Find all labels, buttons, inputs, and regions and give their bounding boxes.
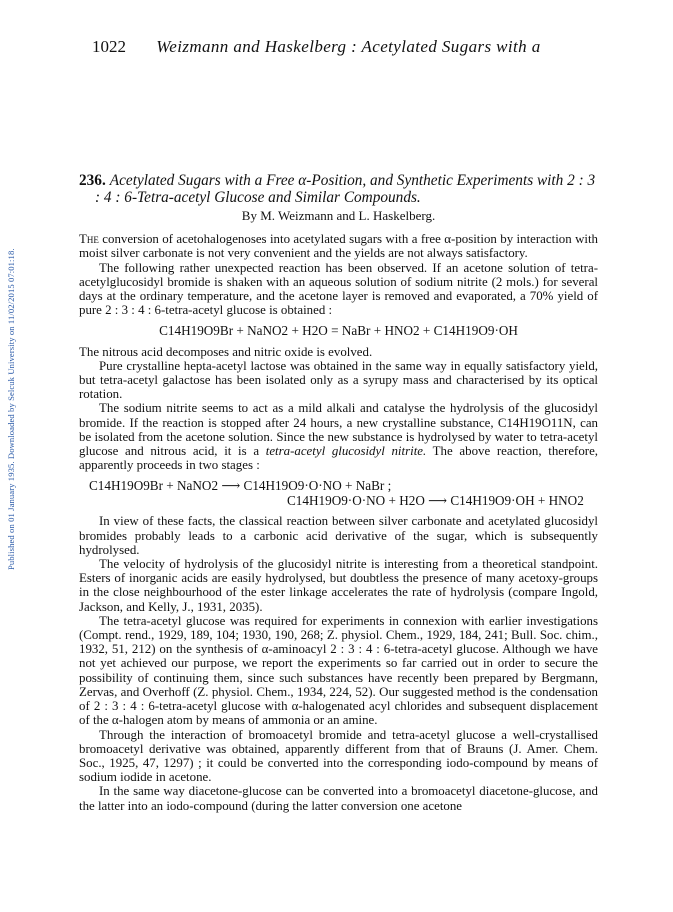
byline: By M. Weizmann and L. Haskelberg. [241,208,436,223]
page-number: 1022 [92,37,126,56]
equation-1: C14H19O9Br + NaNO2 + H2O = NaBr + HNO2 + C14H19O9·OH [159,323,518,339]
paragraph-5-text-a: The sodium nitrite seems to act as a mild alkali and catalyse the hydrolysis of the glucosidyl bromide. If the reaction is stopped after 24 hours, a new crystalline substance, C14H19O11N, can be isolated from the acetone solution. Since the new substance is hydrolysed by water to tetra-acetyl glucose and nitrous acid, it is a [79,401,598,459]
equation-2 [79,478,598,508]
paragraph-1 [79,232,598,260]
running-header [92,37,612,57]
download-watermark: Published on 01 January 1935. Downloaded by Selcuk University on 11/02/2015 07:01:18. [6,248,16,570]
paragraph-5-text-b: The above reaction, therefore, apparently proceeds in two stages : [79,444,599,473]
paragraph-3: The nitrous acid decomposes and nitric oxide is evolved. [79,344,373,359]
paragraph-1-lead: The [79,232,99,247]
paragraph-2: The following rather unexpected reaction has been observed. If an acetone solution of tetra-acetylglucosidyl bromide is shaken with an aqueous solution of sodium nitrite (2 mols.) for several days at the ordinary temperature, and the acetone layer is removed and evaporated, a 70% yield of pure 2 : 3 : 4 : 6-tetra-acetyl glucose is obtained : [79,260,598,318]
running-title: Weizmann and Haskelberg : Acetylated Sugars with a [156,37,541,56]
equation-2-line-2: C14H19O9·O·NO + H2O ⟶ C14H19O9·OH + HNO2 [287,493,584,509]
paragraph-10: In the same way diacetone-glucose can be converted into a bromoacetyl diacetone-glucose, and the latter into an iodo-compound (during the latter conversion one acetone [79,784,598,813]
paragraph-8: The tetra-acetyl glucose was required for experiments in connexion with earlier investigations (Compt. rend., 1929, 189, 104; 1930, 190, 268; Z. physiol. Chem., 1929, 184, 241; Bull. Soc. chim., 1932, 51, 212) on the synthesis of α-aminoacyl 2 : 3 : 4 : 6-tetra-acetyl glucose. Although we have not yet achieved our purpose, we report the experiments so far carried out in order to secure the possibility of continuing them, since such substances have recently been prepared by Bergmann, Zervas, and Overhoff (Z. physiol. Chem., 1934, 224, 52). Our suggested method is the condensation of 2 : 3 : 4 : 6-tetra-acetyl glucose with α-halogenated acyl chlorides and subsequent displacement of the α-halogen atom by means of ammonia or an amine. [79,613,598,728]
paragraph-5-emphasis: tetra-acetyl glucosidyl nitrite. [265,444,427,459]
equation-2-line-1: C14H19O9Br + NaNO2 ⟶ C14H19O9·O·NO + NaBr ; [89,478,392,494]
paragraph-7: The velocity of hydrolysis of the glucosidyl nitrite is interesting from a theoretical standpoint. Esters of inorganic acids are easily hydrolysed, but doubtless the presence of many acetoxy-groups in the close neighbourhood of the ester linkage accelerates the rate of hydrolysis (compare Ingold, Jackson, and Kelly, J., 1931, 2035). [79,557,598,614]
paragraph-1-text: conversion of acetohalogenoses into acetylated sugars with a free α-position by interaction with moist silver carbonate is not very convenient and the yields are not always satisfactory. [79,232,598,261]
article-title-block [79,172,598,206]
article-number: 236. [79,172,106,189]
article-title: Acetylated Sugars with a Free α-Position, and Synthetic Experiments with 2 : 3 : 4 : 6-Tetra-acetyl Glucose and Similar Compounds. [95,172,596,206]
paragraph-6: In view of these facts, the classical reaction between silver carbonate and acetylated glucosidyl bromides probably leads to a carbonic acid derivative of the sugar, which is subsequently hydrolysed. [79,514,598,557]
paragraph-5 [79,401,598,472]
article-body [79,172,598,813]
paragraph-4: Pure crystalline hepta-acetyl lactose was obtained in the same way in equally satisfactory yield, but tetra-acetyl galactose has been isolated only as a syrupy mass and characterised by its optical rotation. [79,358,598,402]
paragraph-9: Through the interaction of bromoacetyl bromide and tetra-acetyl glucose a well-crystallised bromoacetyl derivative was obtained, apparently different from that of Brauns (J. Amer. Chem. Soc., 1925, 47, 1297) ; it could be converted into the corresponding iodo-compound by means of sodium iodide in acetone. [79,727,598,785]
